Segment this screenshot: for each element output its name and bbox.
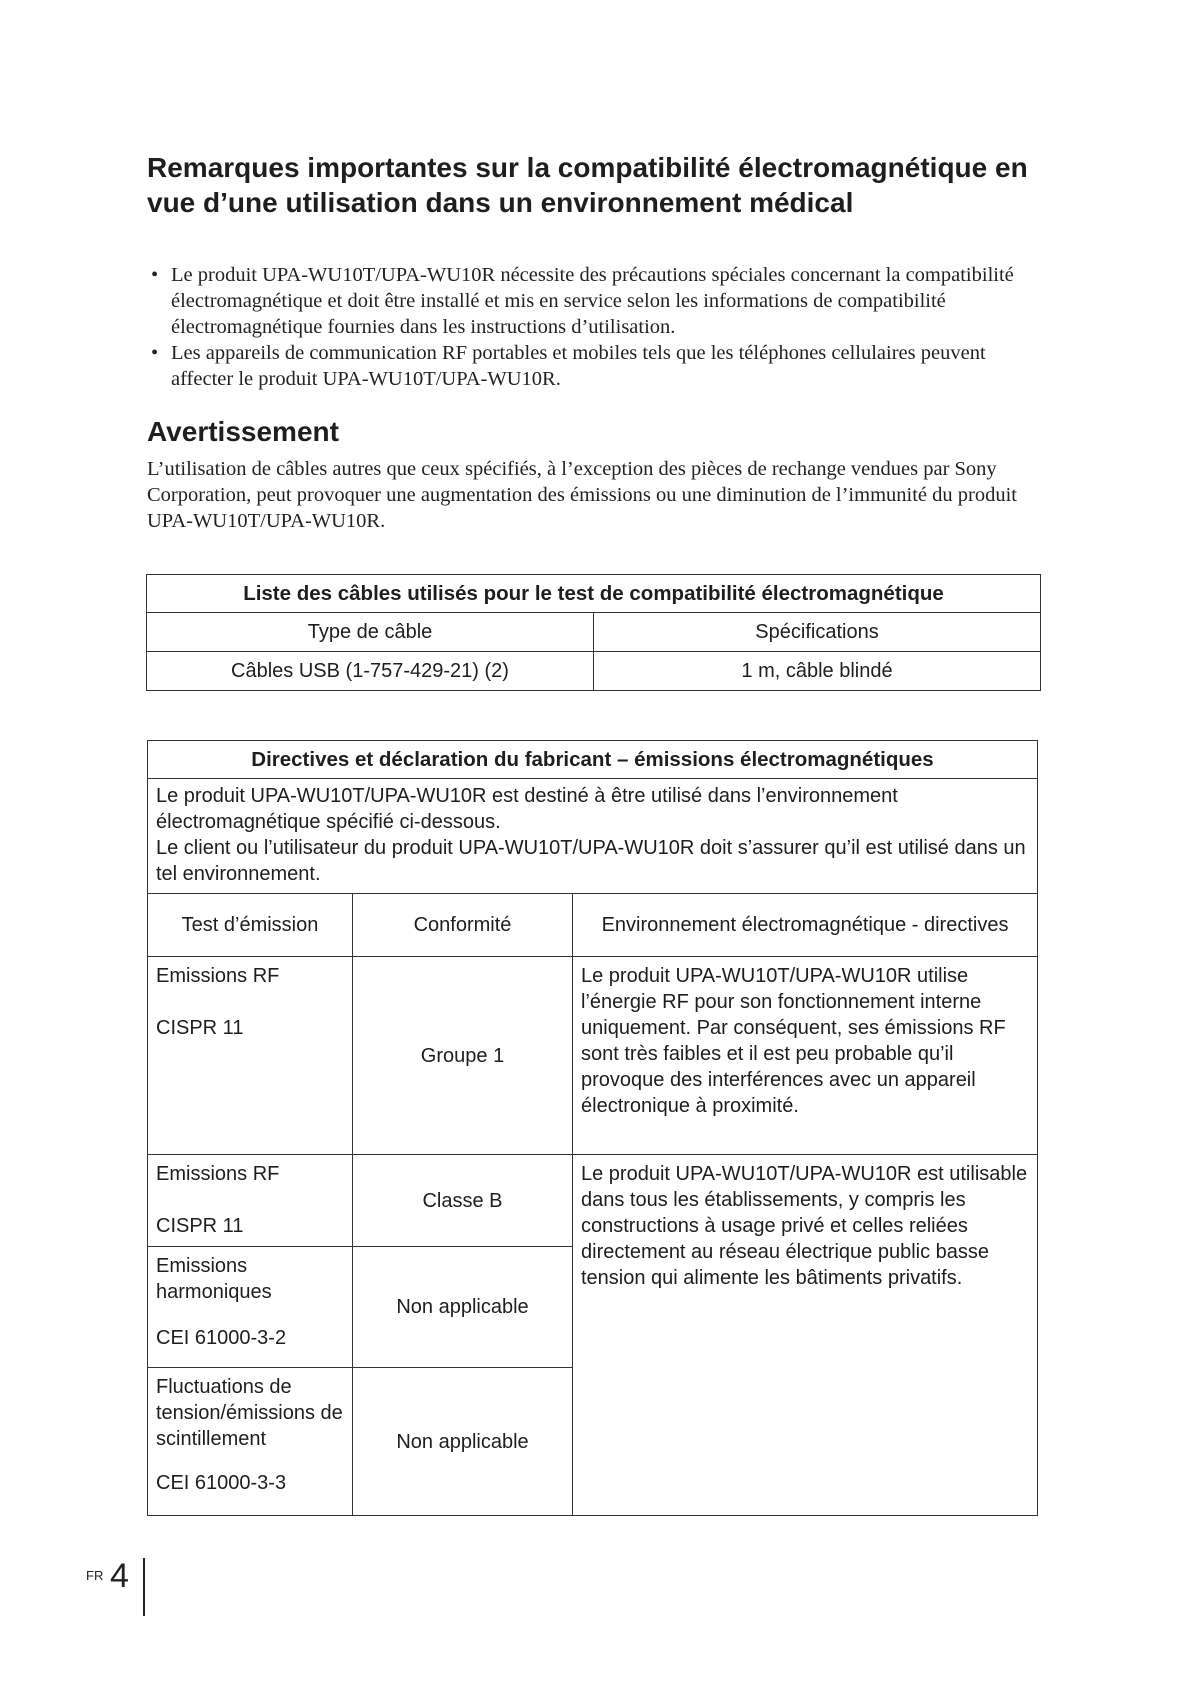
table-cell: 1 m, câble blindé — [594, 652, 1041, 691]
table-cell: Non applicable — [353, 1247, 573, 1368]
table-cell: Classe B — [353, 1155, 573, 1247]
column-header: Type de câble — [147, 613, 594, 652]
column-header: Environnement électromagnétique - directives — [573, 894, 1038, 957]
bullet-text: Le produit UPA-WU10T/UPA-WU10R nécessite des précautions spéciales concernant la compatibilité électromagnétique et doit être installé et mis en service selon les informations de compatibilité électromagnétique fournies dans les instructions d’utilisation. — [171, 264, 1014, 338]
test-name: Emissions RF — [156, 1163, 280, 1185]
emissions-table-title: Directives et déclaration du fabricant – émissions électromagnétiques — [148, 741, 1038, 779]
table-cell: Non applicable — [353, 1368, 573, 1516]
list-item — [147, 262, 1037, 340]
warning-title: Avertissement — [147, 416, 339, 447]
test-standard: CEI 61000-3-2 — [156, 1327, 287, 1349]
list-item — [147, 340, 1037, 392]
intro-text: Le client ou l’utilisateur du produit UPA-WU10T/UPA-WU10R doit s’assurer qu’il est utilisé dans un tel environnement. — [156, 837, 1026, 885]
table-row — [147, 652, 1041, 691]
table-row — [148, 1155, 1038, 1247]
bullet-icon: • — [151, 264, 159, 286]
table-row — [148, 957, 1038, 1155]
cable-table — [146, 574, 1041, 691]
table-cell — [148, 1368, 353, 1516]
column-header: Conformité — [353, 894, 573, 957]
bullet-list — [147, 262, 1037, 392]
test-standard: CISPR 11 — [156, 1017, 244, 1039]
test-name: Emissions RF — [156, 965, 280, 987]
page-number: 4 — [110, 1557, 129, 1595]
test-standard: CISPR 11 — [156, 1215, 244, 1237]
bullet-text: Les appareils de communication RF portables et mobiles tels que les téléphones cellulaires peuvent affecter le produit UPA-WU10T/UPA-WU10R. — [171, 342, 986, 390]
column-header: Test d’émission — [148, 894, 353, 957]
test-name: Fluctuations de tension/émissions de scintillement — [156, 1376, 343, 1450]
page-heading: Remarques importantes sur la compatibilité électromagnétique en vue d’une utilisation dans un environnement médical — [147, 152, 1028, 218]
table-cell — [148, 1155, 353, 1247]
test-standard: CEI 61000-3-3 — [156, 1472, 287, 1494]
test-name: Emissions harmoniques — [156, 1255, 272, 1303]
table-cell: Câbles USB (1-757-429-21) (2) — [147, 652, 594, 691]
table-cell — [148, 957, 353, 1155]
emissions-intro — [148, 779, 1038, 894]
table-cell — [148, 1247, 353, 1368]
table-cell: Le produit UPA-WU10T/UPA-WU10R utilise l’énergie RF pour son fonctionnement interne uniquement. Par conséquent, ses émissions RF sont très faibles et il est peu probable qu’il provoque des interférences avec un appareil électronique à proximité. — [573, 957, 1038, 1155]
emissions-table — [147, 740, 1038, 1516]
footer-divider — [143, 1558, 145, 1616]
table-cell: Groupe 1 — [353, 957, 573, 1155]
cable-table-title: Liste des câbles utilisés pour le test de compatibilité électromagnétique — [147, 575, 1041, 613]
bullet-icon: • — [151, 342, 159, 364]
language-label: FR — [86, 1568, 104, 1583]
table-cell: Le produit UPA-WU10T/UPA-WU10R est utilisable dans tous les établissements, y compris les constructions à usage privé et celles reliées directement au réseau électrique public basse tension qui alimente les bâtiments privatifs. — [573, 1155, 1038, 1516]
intro-text: Le produit UPA-WU10T/UPA-WU10R est destiné à être utilisé dans l’environnement électromagnétique spécifié ci-dessous. — [156, 785, 898, 833]
column-header: Spécifications — [594, 613, 1041, 652]
warning-text: L’utilisation de câbles autres que ceux spécifiés, à l’exception des pièces de rechange vendues par Sony Corporation, peut provoquer une augmentation des émissions ou une diminution de l’immunité du produit UPA-WU10T/UPA-WU10R. — [147, 458, 1017, 532]
